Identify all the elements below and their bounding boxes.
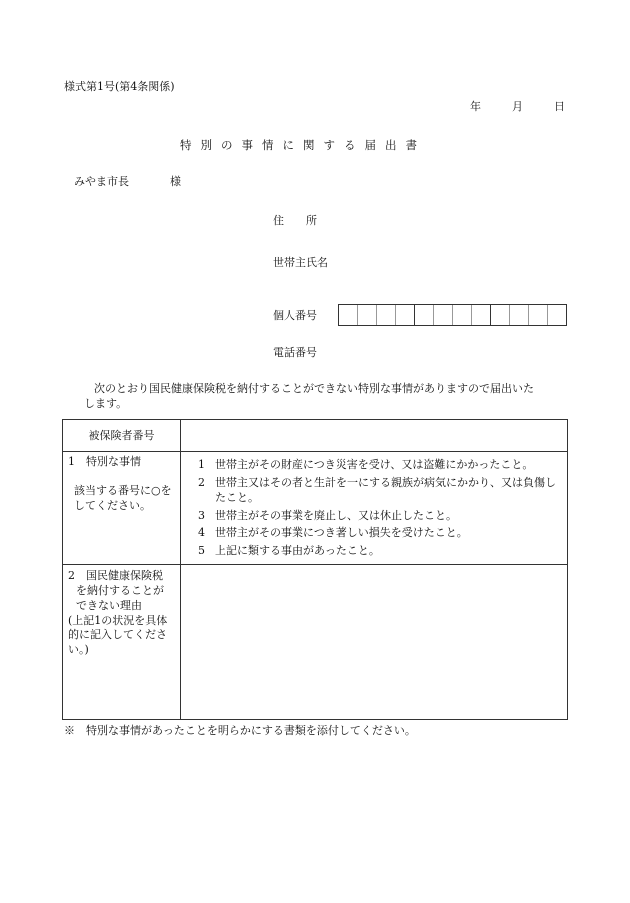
special-circumstances-label: 1 特別な事情 [68, 455, 141, 468]
my-number-digit-box[interactable] [452, 305, 471, 325]
table-row [63, 565, 568, 720]
my-number-digit-box[interactable] [339, 305, 357, 325]
my-number-digit-box[interactable] [414, 305, 433, 325]
option-text: 上記に類する事由があったこと。 [215, 544, 380, 558]
circumstance-option-4[interactable] [198, 526, 559, 541]
circumstance-option-3[interactable] [198, 509, 559, 524]
table-row [63, 452, 568, 565]
date-year-label: 年 [470, 100, 481, 113]
my-number-digit-box[interactable] [490, 305, 509, 325]
footnote: ※ 特別な事情があったことを明らかにする書類を添付してください。 [64, 724, 416, 737]
addressee [74, 175, 181, 190]
my-number-digit-box[interactable] [547, 305, 566, 325]
option-number: 5 [198, 544, 205, 558]
option-number: 1 [198, 458, 205, 471]
my-number-digit-box[interactable] [528, 305, 547, 325]
head-name-label: 世帯主氏名 [273, 256, 328, 269]
option-text: 世帯主がその事業につき著しい損失を受けたこと。 [215, 526, 468, 540]
option-text: 世帯主又はその者と生計を一にする親族が病気にかかり、又は負傷したこと。 [215, 475, 556, 504]
my-number-digit-box[interactable] [357, 305, 376, 325]
option-text: 世帯主がその事業を廃止し、又は休止したこと。 [215, 508, 457, 522]
special-circumstances-options [181, 452, 568, 565]
addressee-name: みやま市長 [74, 175, 129, 188]
insured-number-field[interactable] [181, 420, 568, 452]
document-title: 特別の事情に関する届出書 [180, 138, 426, 152]
intro-line-1: 次のとおり国民健康保険税を納付することができない特別な事情がありますので届出いた [94, 382, 534, 395]
reason-note: (上記1の状況を具体的に記入してください。) [68, 613, 168, 657]
my-number-boxes[interactable] [338, 304, 567, 326]
special-circumstances-label-cell [63, 452, 181, 565]
my-number-label: 個人番号 [273, 309, 317, 322]
intro-text [64, 382, 569, 412]
my-number-digit-box[interactable] [395, 305, 414, 325]
reason-label-line-2: を納付することが [76, 583, 164, 597]
insured-number-label: 被保険者番号 [63, 420, 181, 452]
option-text: 世帯主がその財産につき災害を受け、又は盗難にかかったこと。 [215, 458, 534, 471]
reason-label-line-3: できない理由 [76, 598, 142, 612]
option-number: 3 [198, 508, 205, 522]
reason-field[interactable] [181, 565, 568, 720]
my-number-digit-box[interactable] [433, 305, 452, 325]
special-circumstances-instruction: 該当する番号に○をしてください。 [74, 483, 172, 512]
reason-label-line-1: 2 国民健康保険税 [68, 569, 163, 582]
phone-label: 電話番号 [273, 346, 317, 359]
option-number: 4 [198, 526, 205, 540]
application-table [62, 419, 568, 720]
my-number-digit-box[interactable] [509, 305, 528, 325]
form-number: 様式第1号(第4条関係) [64, 80, 175, 93]
circumstance-option-2[interactable] [198, 476, 559, 506]
circumstance-option-1[interactable] [198, 458, 559, 473]
addressee-honorific: 様 [170, 175, 181, 188]
intro-line-2: します。 [84, 396, 128, 410]
circumstance-option-5[interactable] [198, 544, 559, 559]
date-line [470, 100, 565, 115]
my-number-digit-box[interactable] [471, 305, 490, 325]
date-month-label: 月 [512, 100, 523, 113]
my-number-digit-box[interactable] [376, 305, 395, 325]
option-number: 2 [198, 475, 205, 489]
table-row [63, 420, 568, 452]
reason-label-cell [63, 565, 181, 720]
address-label: 住 所 [273, 214, 317, 227]
date-day-label: 日 [554, 100, 565, 113]
